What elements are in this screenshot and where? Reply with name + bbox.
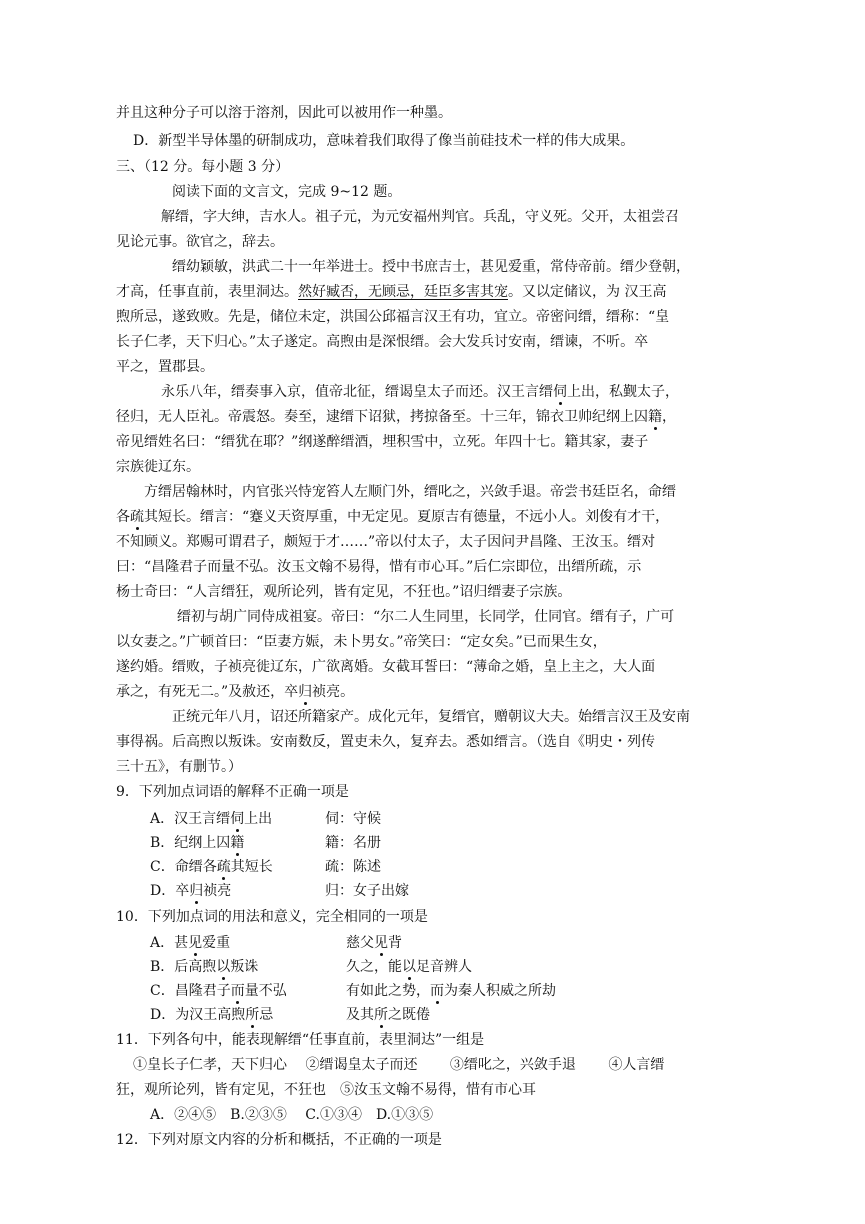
dotted-word: 伺 <box>230 811 245 827</box>
dotted-word: 以 <box>216 959 231 975</box>
dotted-word: 归 <box>298 684 313 700</box>
option-text: 足音辨人 <box>416 959 472 975</box>
passage-line <box>116 683 354 701</box>
q9-option-b <box>150 834 244 852</box>
dotted-word: 而 <box>430 983 444 999</box>
dotted-word: 疏 <box>216 859 231 875</box>
section-header: 三、（12 分。每小题 3 分） <box>116 159 290 175</box>
option-text: 爱重 <box>202 935 231 951</box>
passage-line <box>116 508 669 526</box>
passage-line: 长子仁孝，天下归心。”太子遂定。高煦由是深恨缙。会大发兵讨安南，缙谏，不听。卒 <box>116 334 649 350</box>
passage-line <box>161 383 679 401</box>
passage-line: 正统元年八月，诏还所籍家产。成化元年，复缙官，赠朝议大夫。始缙言汉王及安南 <box>172 709 690 725</box>
dotted-word: 而 <box>230 983 245 999</box>
dotted-word: 伺 <box>553 384 567 400</box>
passage-text: 其短长。缙言：“蹇义天资厚重，中无定见。夏原吉有德量，不远小人。刘俊有才干， <box>144 509 670 525</box>
q10-option-b-compare <box>346 958 472 976</box>
option-text: 为秦人积威之所劫 <box>444 983 556 999</box>
option-text: 量不弘 <box>244 983 287 999</box>
q10-option-d-compare <box>346 1006 430 1024</box>
passage-line: 以女妻之。”广顿首曰：“臣妻方娠，未卜男女。”帝笑曰：“定女矣。”已而果生女， <box>116 634 607 650</box>
dotted-word: 见 <box>374 935 388 951</box>
q10-option-c-compare <box>346 982 556 1000</box>
passage-line: 解缙，字大绅，吉水人。祖子元，为元安福州判官。兵乱，守义死。父开，太祖尝召 <box>161 209 679 225</box>
q9-option-c <box>150 858 273 876</box>
q9-option-a <box>150 810 272 828</box>
option-d-line: D．新型半导体墨的研制成功，意味着我们取得了像当前硅技术一样的伟大成果。 <box>133 133 635 149</box>
dotted-word: 归 <box>189 883 204 899</box>
passage-text: 永乐八年，缙奏事入京，值帝北征，缙谒皇太子而还。汉王言缙 <box>161 384 553 400</box>
option-text: 之既倦 <box>388 1007 430 1023</box>
passage-line: 平之，置郡县。 <box>116 359 214 375</box>
passage-line <box>116 283 666 301</box>
option-text: D．为汉王高煦 <box>150 1007 246 1023</box>
option-text: 背 <box>388 935 402 951</box>
dotted-word: 以 <box>402 959 416 975</box>
option-text: 及其 <box>346 1007 374 1023</box>
dotted-word: 籍 <box>230 835 245 851</box>
option-text: 叛诛 <box>230 959 259 975</box>
question-9-stem: 9．下列加点词语的解释不正确一项是 <box>116 784 349 800</box>
question-11-stem: 11．下列各句中，能表现解缙“任事直前，表里洞达”一组是 <box>116 1032 485 1048</box>
option-text: 慈父 <box>346 935 374 951</box>
question-10-stem: 10．下列加点词的用法和意义，完全相同的一项是 <box>116 909 428 925</box>
option-text: 忌 <box>259 1007 274 1023</box>
q10-option-d <box>150 1006 273 1024</box>
option-text: 上出 <box>244 811 273 827</box>
dotted-word: 籍 <box>648 409 662 425</box>
passage-text: ， <box>662 409 676 425</box>
q11-items-line: ①皇长子仁孝，天下归心 ②缙谒皇太子而还 ③缙叱之，兴敛手退 ④人言缙 <box>133 1057 665 1073</box>
dotted-word: 所 <box>245 1007 260 1023</box>
passage-text: 径归，无人臣礼。帝震怒。奏至，逮缙下诏狱，拷掠备至。十三年，锦衣卫帅纪纲上囚 <box>116 409 648 425</box>
passage-line: 三十五》，有删节。） <box>116 759 242 775</box>
passage-line: 煦所忌，遂致败。先是，储位未定，洪国公邱福言汉王有功，宜立。帝密问缙，缙称：“皇 <box>116 309 670 325</box>
passage-line: 帝见缙姓名曰：“缙犹在耶？”纲遂醉缙酒，埋积雪中，立死。年四十七。籍其家，妻子 <box>116 434 649 450</box>
passage-text: 。又以定储议，为 汉王高 <box>508 284 667 300</box>
q9-option-d-gloss: 归：女子出嫁 <box>325 883 409 899</box>
intro-line: 并且这种分子可以溶于溶剂，因此可以被用作一种墨。 <box>116 105 452 121</box>
q10-option-b <box>150 958 258 976</box>
q10-option-a <box>150 934 230 952</box>
dotted-word: 见 <box>188 935 203 951</box>
q9-option-a-gloss: 伺：守候 <box>325 811 381 827</box>
passage-line: 事得祸。后高煦以叛诛。安南数反，置吏未久，复弃去。悉如缙言。（选自《明史・列传 <box>116 734 655 750</box>
option-text: A．汉王言缙 <box>150 811 231 827</box>
passage-line <box>116 408 676 426</box>
passage-text: 才高，任事直前，表里洞达。 <box>116 284 298 300</box>
passage-text: 祯亮。 <box>312 684 355 700</box>
section-instruction: 阅读下面的文言文，完成 9~12 题。 <box>172 184 402 200</box>
q10-option-c <box>150 982 287 1000</box>
q9-option-c-gloss: 疏：陈述 <box>325 859 381 875</box>
option-text: B．后高煦 <box>150 959 217 975</box>
q11-choices: A．②④⑤ B.②③⑤ C.①③④ D.①③⑤ <box>150 1107 434 1123</box>
underlined-sentence: 然好臧否，无顾忌，廷臣多害其宠 <box>298 284 508 300</box>
q9-option-b-gloss: 籍：名册 <box>325 835 381 851</box>
passage-line: 不知顾义。郑赐可谓君子，颇短于才……”帝以付太子，太子因问尹昌隆、王汝玉。缙对 <box>116 534 656 550</box>
option-text: 有如此之势， <box>346 983 430 999</box>
passage-text: 各 <box>116 509 130 525</box>
passage-line: 缙幼颖敏，洪武二十一年举进士。授中书庶吉士，甚见爱重，常侍帝前。缙少登朝， <box>172 259 690 275</box>
option-text: 其短长 <box>230 859 273 875</box>
passage-line: 见论元事。欲官之，辞去。 <box>116 234 284 250</box>
passage-line: 遂约婚。缙败，子祯亮徙辽东，广欲离婚。女截耳誓曰：“薄命之婚，皇上主之，大人面 <box>116 659 656 675</box>
passage-text: 上出，私觐太子， <box>567 384 679 400</box>
q9-option-d <box>150 882 231 900</box>
q11-items-line: 狂，观所论列，皆有定见，不狂也 ⑤汝玉文翰不易得，惜有市心耳 <box>116 1082 536 1098</box>
option-text: C．命缙各 <box>150 859 217 875</box>
q10-option-a-compare <box>346 934 402 952</box>
passage-line: 方缙居翰林时，内官张兴恃宠笞人左顺门外，缙叱之，兴敛手退。帝尝书廷臣名，命缙 <box>144 484 676 500</box>
option-text: B．纪纲上囚 <box>150 835 231 851</box>
passage-text: 承之，有死无二。”及赦还，卒 <box>116 684 299 700</box>
option-text: C．昌隆君子 <box>150 983 231 999</box>
question-12-stem: 12．下列对原文内容的分析和概括，不正确的一项是 <box>116 1132 442 1148</box>
option-text: A．甚 <box>150 935 189 951</box>
option-text: 祯亮 <box>203 883 232 899</box>
passage-line: 杨士奇曰：“人言缙狂，观所论列，皆有定见，不狂也。”诏归缙妻子宗族。 <box>116 584 572 600</box>
option-text: D．卒 <box>150 883 190 899</box>
passage-line: 曰：“昌隆君子而量不弘。汝玉文翰不易得，惜有市心耳。”后仁宗即位，出缙所疏，示 <box>116 559 642 575</box>
dotted-word: 所 <box>374 1007 388 1023</box>
passage-line: 缙初与胡广同侍成祖宴。帝曰：“尔二人生同里，长同学，仕同官。缙有子，广可 <box>177 609 675 625</box>
dotted-word: 疏 <box>130 509 144 525</box>
passage-line: 宗族徙辽东。 <box>116 459 200 475</box>
option-text: 久之，能 <box>346 959 402 975</box>
